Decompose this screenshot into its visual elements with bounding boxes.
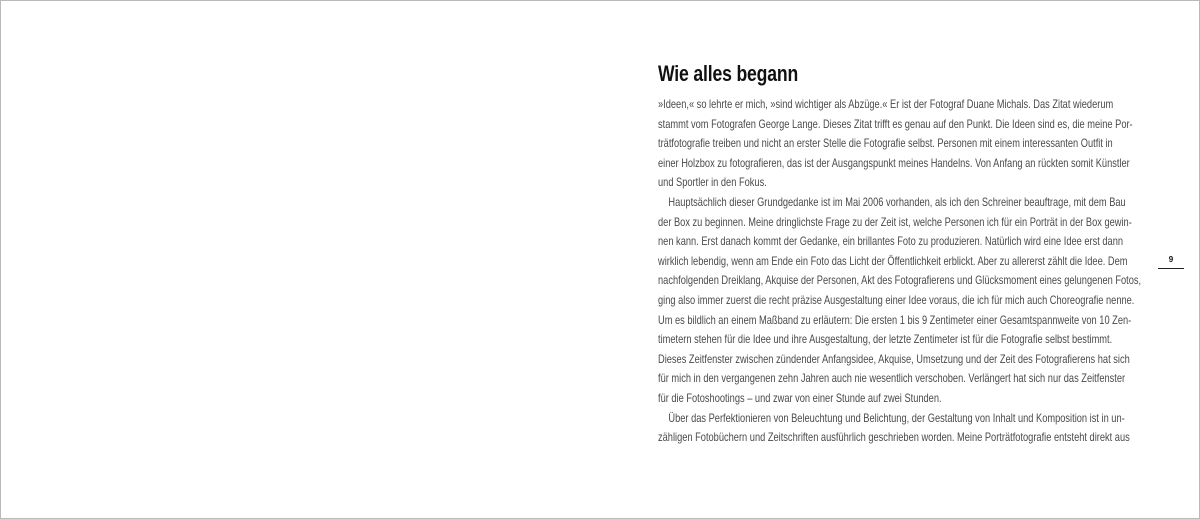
- right-page: [600, 1, 1199, 518]
- text-line: nachfolgenden Dreiklang, Akquise der Personen, Akt des Fotografierens und Glücksmoment eines gelungenen Fotos,: [658, 274, 1142, 288]
- text-line: stammt vom Fotografen George Lange. Dieses Zitat trifft es genau auf den Punkt. Die Ideen sind es, die meine Por-: [658, 117, 1133, 131]
- text-line: wirklich lebendig, wenn am Ende ein Foto das Licht der Öffentlichkeit erblickt. Aber zu allererst zählt die Idee. Dem: [658, 254, 1128, 268]
- text-line: der Box zu beginnen. Meine dringlichste Frage zu der Zeit ist, welche Personen ich für ein Porträt in der Box gewin-: [658, 215, 1132, 229]
- text-line: timetern stehen für die Idee und ihre Ausgestaltung, der letzte Zentimeter ist für die Fotografie selbst bestimmt.: [658, 333, 1113, 347]
- text-line: trätfotografie treiben und nicht an erster Stelle die Fotografie selbst. Personen mit einem interessanten Outfit in: [658, 137, 1113, 151]
- text-line: und Sportler in den Fokus.: [658, 176, 767, 190]
- text-line: für die Fotoshootings – und zwar von einer Stunde auf zwei Stunden.: [658, 391, 942, 405]
- chapter-heading: Wie alles begann: [658, 61, 799, 86]
- text-line: nen kann. Erst danach kommt der Gedanke, ein brillantes Foto zu produzieren. Natürlich wird eine Idee erst dann: [658, 235, 1124, 249]
- text-line: Um es bildlich an einem Maßband zu erläutern: Die ersten 1 bis 9 Zentimeter einer Gesamtspannweite von 10 Zen-: [658, 313, 1132, 327]
- text-line: Über das Perfektionieren von Beleuchtung und Belichtung, der Gestaltung von Inhalt und Komposition ist in un-: [668, 411, 1125, 425]
- text-line: zähligen Fotobüchern und Zeitschriften ausführlich geschrieben worden. Meine Porträtfotografie entsteht direkt aus: [658, 431, 1130, 445]
- body-text: [658, 95, 1142, 448]
- left-page: [1, 1, 600, 518]
- text-line: für mich in den vergangenen zehn Jahren auch nie wesentlich verschoben. Verlängert hat sich nur das Zeitfenster: [658, 372, 1126, 386]
- text-line: Hauptsächlich dieser Grundgedanke ist im Mai 2006 vorhanden, als ich den Schreiner beauftrage, mit dem Bau: [668, 195, 1126, 209]
- page-number: 9: [1168, 255, 1174, 264]
- text-line: einer Holzbox zu fotografieren, das ist der Ausgangspunkt meines Handelns. Von Anfang an rückten somit Künstler: [658, 156, 1130, 170]
- text-line: »Ideen,« so lehrte er mich, »sind wichtiger als Abzüge.« Er ist der Fotograf Duane Michals. Das Zitat wiederum: [658, 98, 1114, 111]
- text-line: Dieses Zeitfenster zwischen zündender Anfangsidee, Akquise, Umsetzung und der Zeit des Fotografierens hat sich: [658, 352, 1130, 366]
- text-line: ging also immer zuerst die recht präzise Ausgestaltung einer Idee voraus, die ich für mich auch Choreografie nenne.: [658, 293, 1135, 307]
- page-number-rule: [1158, 268, 1184, 269]
